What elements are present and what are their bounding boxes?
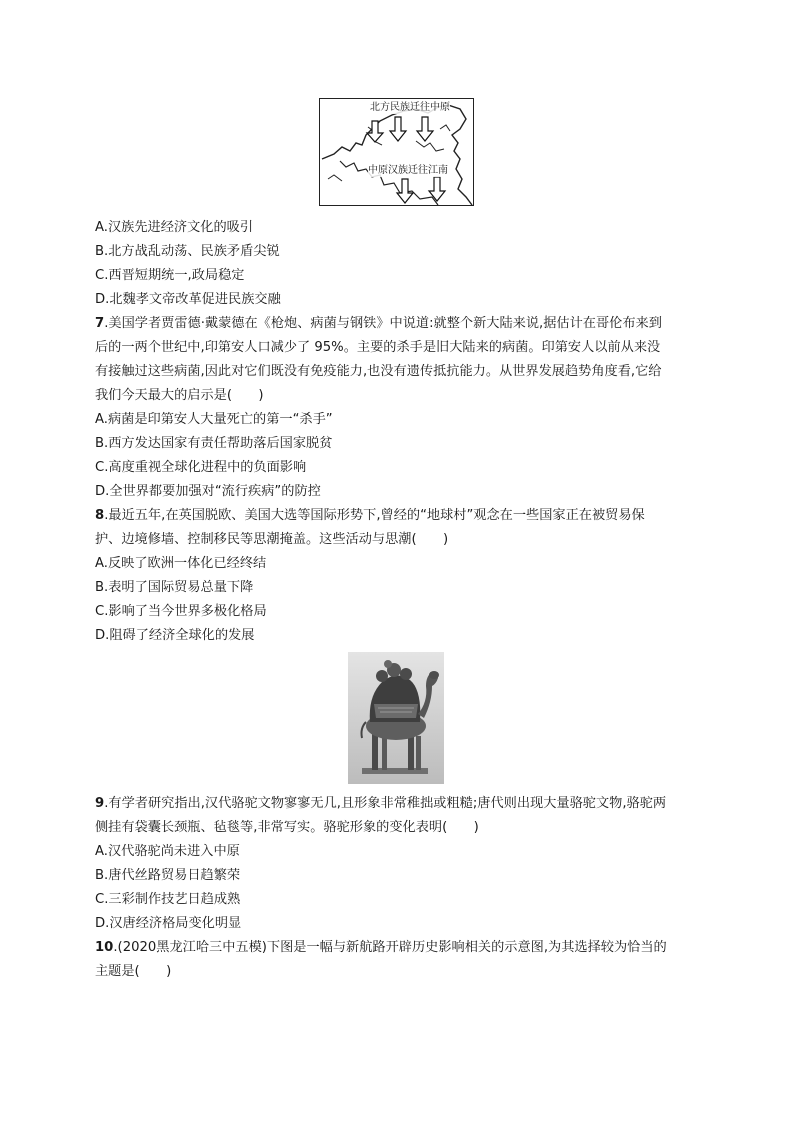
q6-option-a: A.汉族先进经济文化的吸引 xyxy=(95,220,254,235)
q10-stem-line-2: 主题是( ) xyxy=(95,964,172,979)
q6-option-b: B.北方战乱动荡、民族矛盾尖锐 xyxy=(95,244,280,259)
q7-stem-line-4: 我们今天最大的启示是( ) xyxy=(95,388,264,403)
q8-stem-line-2: 护、边境修墙、控制移民等思潮掩盖。这些活动与思潮( ) xyxy=(95,532,449,547)
q7-stem-line-2: 后的一两个世纪中,印第安人口减少了 95%。主要的杀手是旧大陆来的病菌。印第安人以前从来没 xyxy=(95,340,661,355)
q8-stem-line-1 xyxy=(95,506,645,526)
q10-number: 10 xyxy=(95,940,114,955)
q6-option-c: C.西晋短期统一,政局稳定 xyxy=(95,268,245,283)
q9-option-c: C.三彩制作技艺日趋成熟 xyxy=(95,892,241,907)
q6-option-d: D.北魏孝文帝改革促进民族交融 xyxy=(95,292,281,307)
q9-stem-line-1 xyxy=(95,794,666,814)
q7-option-d: D.全世界都要加强对“流行疾病”的防控 xyxy=(95,484,321,499)
q8-option-d: D.阻碍了经济全球化的发展 xyxy=(95,628,255,643)
q8-option-a: A.反映了欧洲一体化已经终结 xyxy=(95,556,267,571)
q7-stem-line-1 xyxy=(95,314,662,334)
q7-stem-text-1: .美国学者贾雷德·戴蒙德在《枪炮、病菌与钢铁》中说道:就整个新大陆来说,据估计在哥伦布来到 xyxy=(104,316,662,331)
q9-number: 9 xyxy=(95,796,105,811)
q8-stem-text-1: .最近五年,在英国脱欧、美国大选等国际形势下,曾经的“地球村”观念在一些国家正在被贸易保 xyxy=(104,508,645,523)
q8-option-b: B.表明了国际贸易总量下降 xyxy=(95,580,254,595)
q9-option-d: D.汉唐经济格局变化明显 xyxy=(95,916,242,931)
migration-map xyxy=(319,98,474,206)
map-label-south-migration: 中原汉族迁往江南 xyxy=(368,165,448,176)
q8-number: 8 xyxy=(95,508,105,523)
q10-stem-text-1: .(2020黑龙江哈三中五模)下图是一幅与新航路开辟历史影响相关的示意图,为其选择较为恰当的 xyxy=(113,940,667,955)
q7-option-a: A.病菌是印第安人大量死亡的第一“杀手” xyxy=(95,412,333,427)
q9-stem-text-1: .有学者研究指出,汉代骆驼文物寥寥无几,且形象非常稚拙或粗糙;唐代则出现大量骆驼文物,骆驼两 xyxy=(104,796,667,811)
q7-stem-line-3: 有接触过这些病菌,因此对它们既没有免疫能力,也没有遗传抵抗能力。从世界发展趋势角度看,它给 xyxy=(95,364,662,379)
tang-camel-figurine-image xyxy=(348,652,444,784)
q9-option-b: B.唐代丝路贸易日趋繁荣 xyxy=(95,868,241,883)
q10-stem-line-1 xyxy=(95,938,667,958)
q7-option-b: B.西方发达国家有责任帮助落后国家脱贫 xyxy=(95,436,333,451)
q9-stem-line-2: 侧挂有袋囊长颈瓶、毡毯等,非常写实。骆驼形象的变化表明( ) xyxy=(95,820,479,835)
map-outline-drawing xyxy=(320,99,475,207)
q7-option-c: C.高度重视全球化进程中的负面影响 xyxy=(95,460,307,475)
q9-option-a: A.汉代骆驼尚未进入中原 xyxy=(95,844,240,859)
q8-option-c: C.影响了当今世界多极化格局 xyxy=(95,604,267,619)
map-label-north-migration: 北方民族迁往中原 xyxy=(370,102,450,113)
q7-number: 7 xyxy=(95,316,105,331)
camel-figurine-drawing xyxy=(348,652,444,784)
